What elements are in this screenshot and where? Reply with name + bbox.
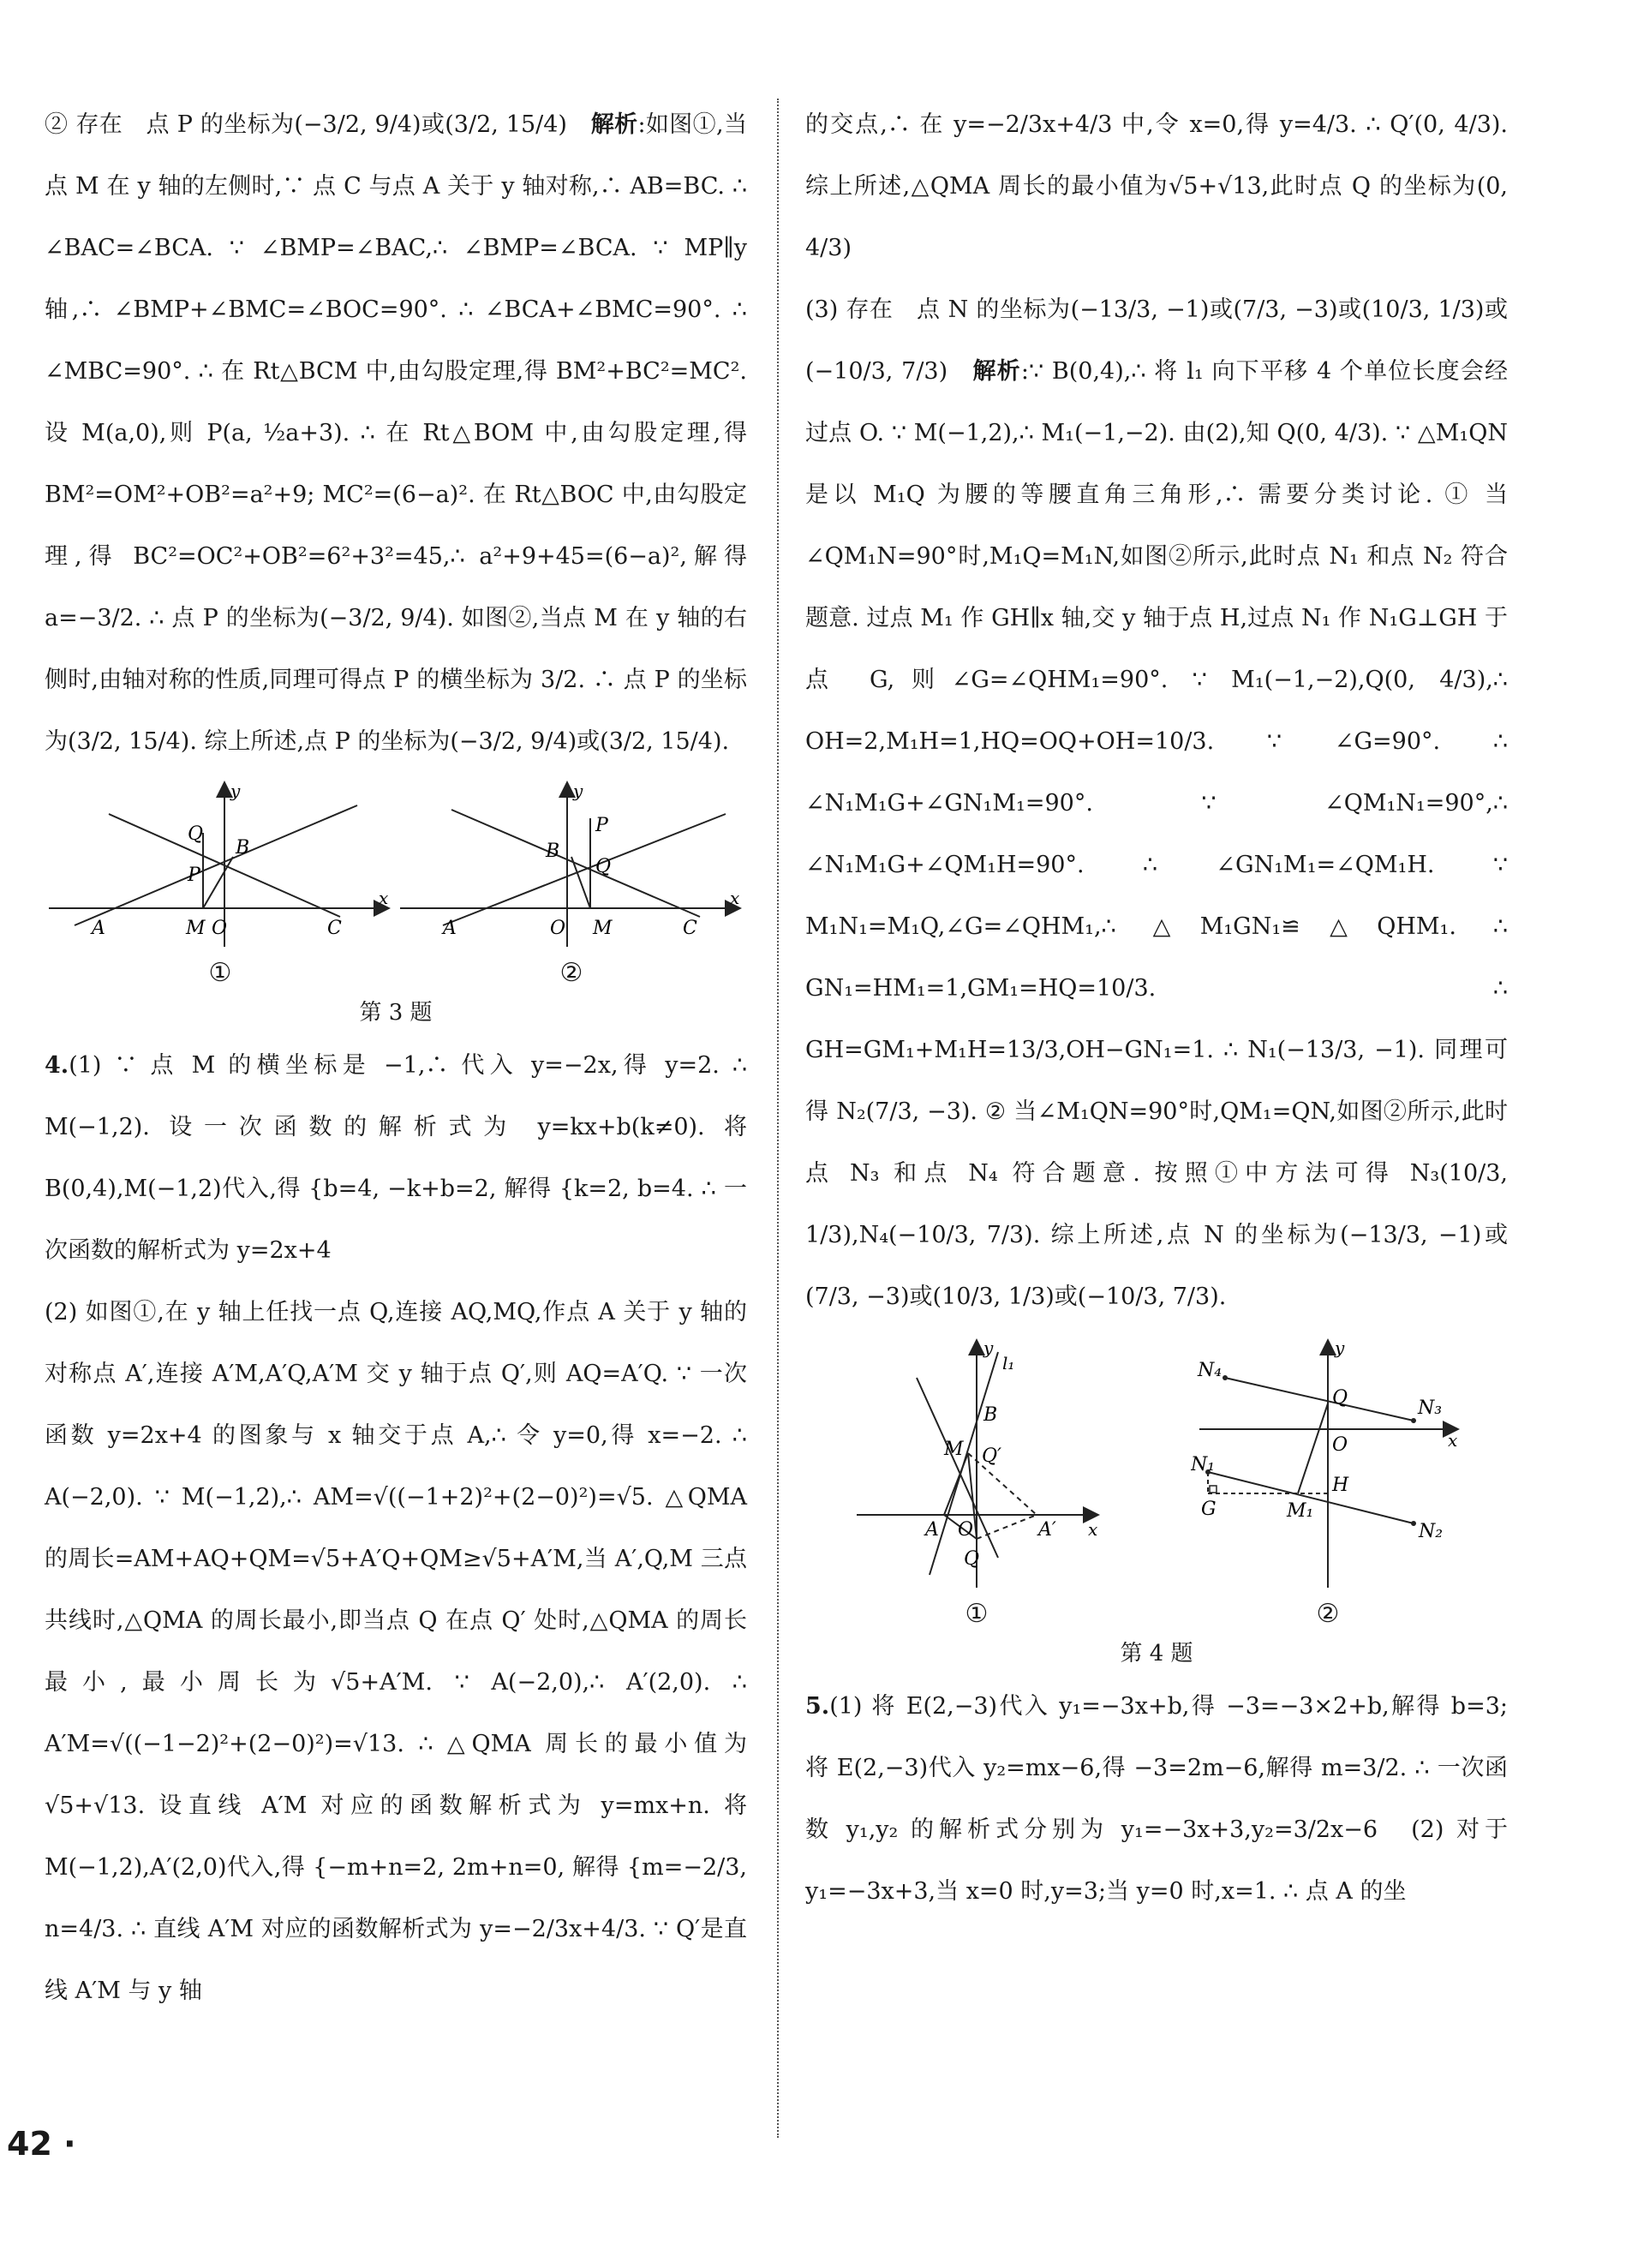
label-y: y <box>230 781 241 801</box>
label-c: C <box>683 918 697 939</box>
label-n1: N₁ <box>1191 1454 1216 1475</box>
label-x: x <box>1448 1430 1458 1451</box>
page-number: 42 · <box>7 2125 76 2163</box>
figure-4-2-svg <box>1191 1335 1465 1592</box>
label-n4: N₄ <box>1198 1360 1223 1381</box>
question-number: 4. <box>45 1052 69 1079</box>
analysis-text: :∵ B(0,4),∴ 将 l₁ 向下平移 4 个单位长度会经过点 O. ∵ M(−1,2),∴ M₁(−1,−2). 由(2),知 Q(0, 4/3). ∵ △M₁QN 是以 M₁Q 为腰的等腰直角三角形,∴ 需要分类讨论. ① 当∠QM₁N=90°时,M₁Q=M₁N,如图②所示,此时点 N₁ 和点 N₂ 符合题意. 过点 M₁ 作 GH∥x 轴,交 y 轴于点 H,过点 N₁ 作 N₁G⊥GH 于点 G,则∠G=∠QHM₁=90°. ∵ M₁(−1,−2),Q(0, 4/3),∴ OH=2,M₁H=1,HQ=OQ+OH=10/3. ∵ ∠G=90°. ∴ ∠N₁M₁G+∠GN₁M₁=90°. ∵ ∠QM₁N₁=90°,∴ ∠N₁M₁G+∠QM₁H=90°. ∴ ∠GN₁M₁=∠QM₁H. ∵ M₁N₁=M₁Q,∠G=∠QHM₁,∴ △M₁GN₁≌△QHM₁. ∴ GN₁=HM₁=1,GM₁=HQ=10/3. ∴ GH=GM₁+M₁H=13/3,OH−GN₁=1. ∴ N₁(−13/3, −1). 同理可得 N₂(7/3, −3). ② 当∠M₁QN=90°时,QM₁=QN,如图②所示,此时点 N₃ 和点 N₄ 符合题意. 按照①中方法可得 N₃(10/3, 1/3),N₄(−10/3, 7/3). 综上所述,点 N 的坐标为(−13/3, −1)或(7/3, −3)或(10/3, 1/3)或(−10/3, 7/3). <box>805 358 1509 1310</box>
figure-q3 <box>45 780 747 988</box>
label-o: O <box>550 918 566 939</box>
label-c: C <box>327 918 342 939</box>
answer-text: (3) 存在 点 N 的坐标为(−13/3, −1)或(7/3, −3)或(10/3, 1/3)或(−10/3, 7/3) <box>805 296 1508 385</box>
label-p: P <box>595 815 608 836</box>
figure-4-2 <box>1191 1335 1465 1629</box>
figure-number: ② <box>1316 1599 1340 1629</box>
right-column <box>805 94 1508 1923</box>
q4-part2-continued: 的交点,∴ 在 y=−2/3x+4/3 中,令 x=0,得 y=4/3. ∴ Q′(0, 4/3). 综上所述,△QMA 周长的最小值为√5+√13,此时点 Q 的坐标为(0, 4/3) <box>805 111 1508 261</box>
label-p: P <box>188 865 200 886</box>
figure-caption: 第 3 题 <box>359 1000 433 1026</box>
figure-q4 <box>805 1335 1508 1629</box>
figure-3-1 <box>49 780 392 988</box>
q4-part1-text: (1) ∵ 点 M 的横坐标是 −1,∴ 代入 y=−2x,得 y=2. ∴ M(−1,2). 设一次函数的解析式为 y=kx+b(k≠0). 将 B(0,4),M(−1,2)代入,得 {b=4, −k+b=2, 解得 {k=2, b=4. ∴ 一次函数的解析式为 y=2x+4 <box>45 1052 747 1264</box>
label-m: M <box>186 918 206 939</box>
label-n2: N₂ <box>1419 1521 1444 1542</box>
label-q: Q <box>595 856 612 877</box>
label-b: B <box>546 841 560 862</box>
label-x: x <box>730 888 740 908</box>
figure-number: ① <box>208 958 232 988</box>
point-n2 <box>1411 1521 1416 1526</box>
column-divider <box>777 99 779 2138</box>
q4-part2: (2) 如图①,在 y 轴上任找一点 Q,连接 AQ,MQ,作点 A 关于 y 轴的对称点 A′,连接 A′M,A′Q,A′M 交 y 轴于点 Q′,则 AQ=A′Q. ∵ 一次函数 y=2x+4 的图象与 x 轴交于点 A,∴ 令 y=0,得 x=−2. ∴ A(−2,0). ∵ M(−1,2),∴ AM=√((−1+2)²+(2−0)²)=√5. △QMA 的周长=AM+AQ+QM=√5+A′Q+QM≥√5+A′M,当 A′,Q,M 三点共线时,△QMA 的周长最小,即当点 Q 在点 Q′ 处时,△QMA 的周长最小,最小周长为√5+A′M. ∵ A(−2,0),∴ A′(2,0). ∴ A′M=√((−1−2)²+(2−0)²)=√13. ∴ △QMA 周长的最小值为√5+√13. 设直线 A′M 对应的函数解析式为 y=mx+n. 将 M(−1,2),A′(2,0)代入,得 {−m+n=2, 2m+n=0, 解得 {m=−2/3, n=4/3. ∴ 直线 A′M 对应的函数解析式为 y=−2/3x+4/3. ∵ Q′是直线 A′M 与 y 轴 <box>45 1299 747 2004</box>
label-o: O <box>958 1519 974 1541</box>
label-a-prime: A′ <box>1038 1519 1056 1541</box>
answer-text: ② 存在 点 P 的坐标为(−3/2, 9/4)或(3/2, 15/4) <box>45 111 591 138</box>
label-q: Q <box>188 823 204 845</box>
label-o: O <box>1332 1434 1348 1456</box>
line-bc <box>451 810 700 917</box>
label-q: Q <box>1332 1387 1348 1409</box>
label-n3: N₃ <box>1418 1397 1443 1419</box>
label-x: x <box>379 888 389 908</box>
label-q: Q <box>964 1548 980 1570</box>
question-number: 5. <box>805 1693 830 1720</box>
figure-number: ② <box>559 958 583 988</box>
label-h: H <box>1332 1475 1349 1496</box>
q3-part2-solution <box>45 94 747 773</box>
right-angle-mark <box>1210 1486 1217 1493</box>
label-o: O <box>212 918 228 939</box>
label-m1: M₁ <box>1287 1500 1314 1522</box>
label-x: x <box>1088 1519 1098 1540</box>
left-column <box>45 94 747 2022</box>
figure-4-1-svg <box>848 1335 1105 1592</box>
label-b: B <box>983 1404 998 1426</box>
label-a: A <box>443 918 457 939</box>
label-a: A <box>92 918 105 939</box>
label-y: y <box>1335 1337 1345 1358</box>
label-g: G <box>1201 1499 1217 1520</box>
label-m: M <box>593 918 613 939</box>
segment-m1-q <box>1298 1403 1328 1493</box>
q5-text: (1) 将 E(2,−3)代入 y₁=−3x+b,得 −3=−3×2+b,解得 b=3; 将 E(2,−3)代入 y₂=mx−6,得 −3=2m−6,解得 m=3/2. ∴ 一次函数 y₁,y₂ 的解析式分别为 y₁=−3x+3,y₂=3/2x−6 (2) 对于 y₁=−3x+3,当 x=0 时,y=3;当 y=0 时,x=1. ∴ 点 A 的坐 <box>805 1693 1508 1905</box>
label-m: M <box>944 1439 964 1460</box>
point-n3 <box>1411 1418 1416 1423</box>
q4-part1 <box>45 1035 747 1282</box>
figure-caption: 第 4 题 <box>1120 1641 1193 1667</box>
label-q-prime: Q′ <box>982 1445 1002 1467</box>
label-b: B <box>236 837 250 859</box>
label-y: y <box>573 781 583 801</box>
figure-3-1-svg <box>49 780 392 951</box>
segment-qa-prime <box>977 1515 1037 1539</box>
segment-ma-prime <box>968 1453 1037 1515</box>
figure-number: ① <box>965 1599 989 1629</box>
q4-part3 <box>805 279 1508 1328</box>
figure-3-2 <box>400 780 743 988</box>
analysis-text: :如图①,当点 M 在 y 轴的左侧时,∵ 点 C 与点 A 关于 y 轴对称,∴ AB=BC. ∴ ∠BAC=∠BCA. ∵ ∠BMP=∠BAC,∴ ∠BMP=∠BCA. ∵ MP∥y 轴,∴ ∠BMP+∠BMC=∠BOC=90°. ∴ ∠BCA+∠BMC=90°. ∴ ∠MBC=90°. ∴ 在 Rt△BCM 中,由勾股定理,得 BM²+BC²=MC². 设 M(a,0),则 P(a, ½a+3). ∴ 在 Rt△BOM 中,由勾股定理,得 BM²=OM²+OB²=a²+9; MC²=(6−a)². 在 Rt△BOC 中,由勾股定理,得 BC²=OC²+OB²=6²+3²=45,∴ a²+9+45=(6−a)²,解得 a=−3/2. ∴ 点 P 的坐标为(−3/2, 9/4). 如图②,当点 M 在 y 轴的右侧时,由轴对称的性质,同理可得点 P 的横坐标为 3/2. ∴ 点 P 的坐标为(3/2, 15/4). 综上所述,点 P 的坐标为(−3/2, 9/4)或(3/2, 15/4). <box>45 111 747 755</box>
label-y: y <box>983 1337 994 1358</box>
analysis-label: 解析 <box>972 358 1021 385</box>
analysis-label: 解析 <box>590 111 638 138</box>
figure-3-2-svg <box>400 780 743 951</box>
point-n4 <box>1223 1375 1228 1380</box>
figure-4-1 <box>848 1335 1105 1629</box>
q5-part1 <box>805 1676 1508 1923</box>
line-n4-n3 <box>1225 1378 1414 1421</box>
label-a: A <box>925 1519 939 1541</box>
label-l1: l₁ <box>1002 1353 1015 1373</box>
